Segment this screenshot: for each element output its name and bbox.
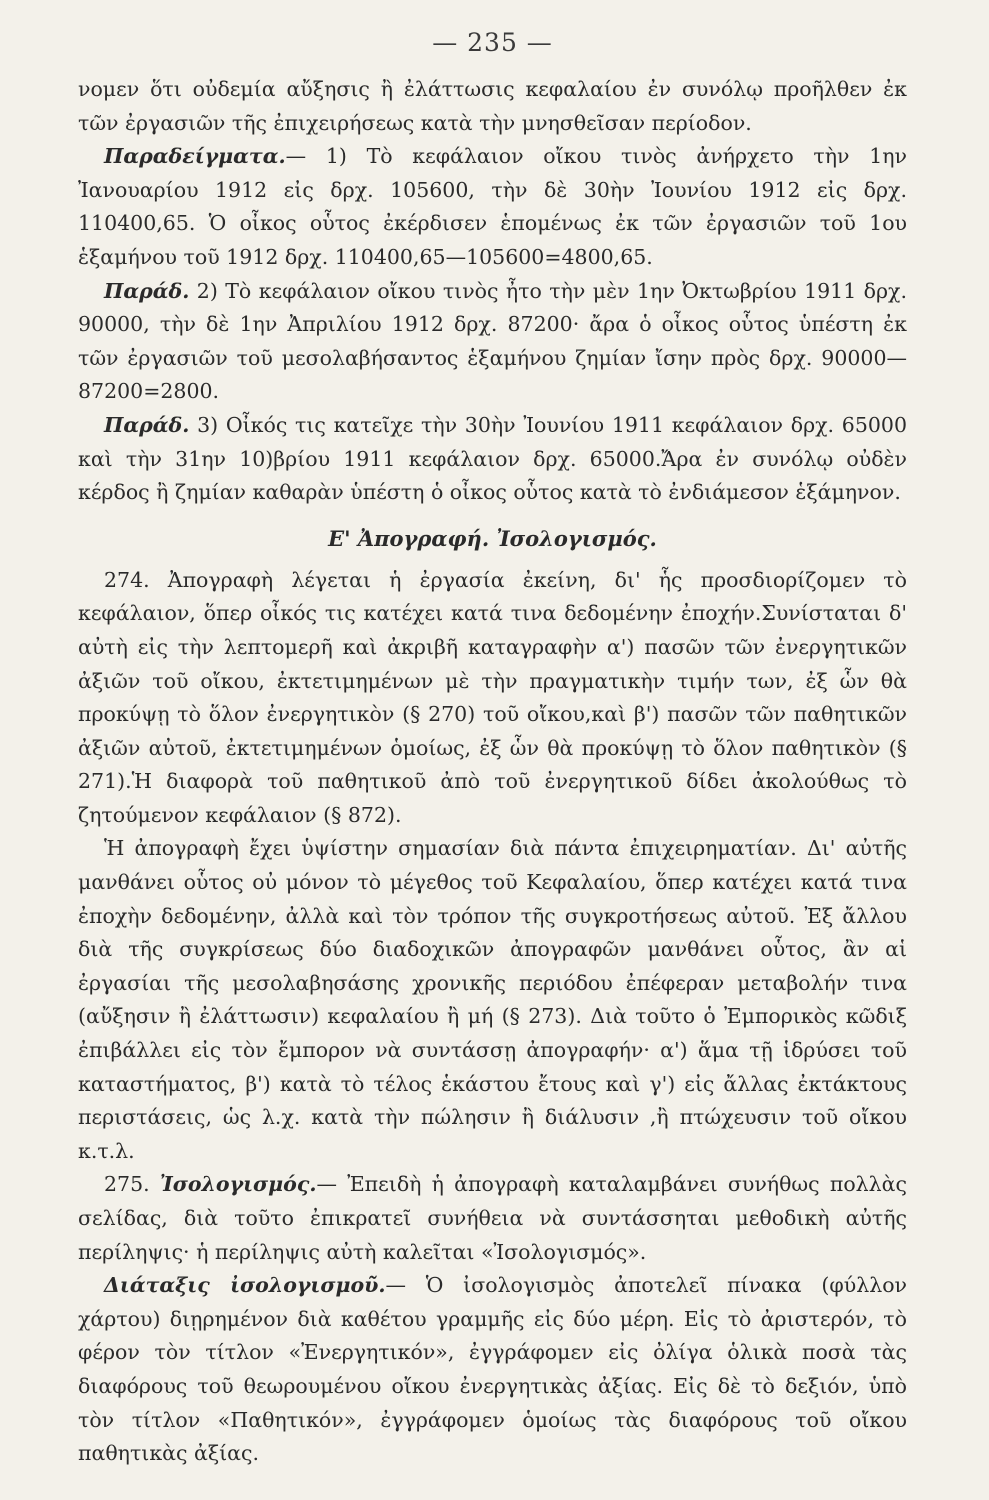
example-3-text: 3) Οἶκός τις κατεῖχε τὴν 30ὴν Ἰουνίου 1911 κεφάλαιον δρχ. 65000 καὶ τὴν 31ην 10)βρίου 1911 κεφάλαιον δρχ. 65000.Ἄρα ἐν συνόλῳ οὐδὲν κέρδος ἢ ζημίαν καθαρὰν ὑπέστη ὁ οἶκος οὗτος κατὰ τὸ ἐνδιάμεσον ἑξάμηνον. — [78, 412, 907, 505]
paragraph-intro: νομεν ὅτι οὐδεμία αὔξησις ἢ ἐλάττωσις κεφαλαίου ἐν συνόλῳ προῆλθεν ἐκ τῶν ἐργασιῶν τῆς ἐπιχειρήσεως κατὰ τὴν μνησθεῖσαν περίοδον. — [78, 77, 907, 135]
example-2-text: 2) Τὸ κεφάλαιον οἴκου τινὸς ἦτο τὴν μὲν 1ην Ὀκτωβρίου 1911 δρχ. 90000, τὴν δὲ 1ην Ἀπριλίου 1912 δρχ. 87200· ἄρα ὁ οἶκος οὗτος ὑπέστη ἐκ τῶν ἐργασιῶν τοῦ μεσολαβήσαντος ἑξαμήνου ζημίαν ἴσην πρὸς δρχ. 90000—87200=2800. — [78, 278, 907, 404]
example-1-label: Παραδείγματα. — [104, 144, 286, 169]
body-text — [78, 73, 907, 1471]
page-number: — 235 — — [432, 28, 553, 57]
paragraph-example-1 — [78, 140, 907, 274]
example-2-label: Παράδ. — [104, 278, 190, 303]
balance-layout-text: — Ὁ ἰσολογισμὸς ἀποτελεῖ πίνακα (φύλλον χάρτου) διῃρημένον διὰ καθέτου γραμμῆς εἰς δύο μέρη. Εἰς τὸ ἀριστερόν, τὸ φέρον τὸν τίτλον «Ἐνεργητικόν», ἐγγράφομεν εἰς ὀλίγα ὁλικὰ ποσὰ τὰς διαφόρους τοῦ θεωρουμένου οἴκου ἐνεργητικὰς ἀξίας. Εἰς δὲ τὸ δεξιόν, ὑπὸ τὸν τίτλον «Παθητικόν», ἐγγράφομεν ὁμοίως τὰς διαφόρους τοῦ οἴκου παθητικὰς ἀξίας. — [78, 1273, 907, 1466]
paragraph-example-3 — [78, 409, 907, 510]
example-1-text: — 1) Τὸ κεφάλαιον οἴκου τινὸς ἀνήρχετο τὴν 1ην Ἰανουαρίου 1912 εἰς δρχ. 105600, τὴν δὲ 30ὴν Ἰουνίου 1912 εἰς δρχ. 110400,65. Ὁ οἶκος οὗτος ἐκέρδισεν ἑπομένως ἐκ τῶν ἐργασιῶν τοῦ 1ου ἑξαμήνου τοῦ 1912 δρχ. 110400,65—105600=4800,65. — [78, 144, 907, 269]
section-275-number: 275. — [104, 1172, 160, 1197]
paragraph-274: 274. Ἀπογραφὴ λέγεται ἡ ἐργασία ἐκείνη, δι' ἧς προσδιορίζομεν τὸ κεφάλαιον, ὅπερ οἶκός τις κατέχει κατά τινα δεδομένην ἐποχήν.Συνίσταται δ' αὐτὴ εἰς τὴν λεπτομερῆ καὶ ἀκριβῆ καταγραφὴν α') πασῶν τῶν ἐνεργητικῶν ἀξιῶν τοῦ οἴκου, ἐκτετιμημένων μὲ τὴν πραγματικὴν τιμήν των, ἐξ ὧν θὰ προκύψῃ τὸ ὅλον ἐνεργητικὸν (§ 270) τοῦ οἴκου,καὶ β') πασῶν τῶν παθητικῶν ἀξιῶν αὐτοῦ, ἐκτετιμημένων ὁμοίως, ἐξ ὧν θὰ προκύψῃ τὸ ὅλον παθητικὸν (§ 271).Ἡ διαφορὰ τοῦ παθητικοῦ ἀπὸ τοῦ ἐνεργητικοῦ δίδει ἀκολούθως τὸ ζητούμενον κεφάλαιον (§ 872). — [78, 567, 907, 827]
example-3-label: Παράδ. — [104, 412, 190, 437]
balance-layout-label: Διάταξις ἰσολογισμοῦ. — [104, 1273, 386, 1298]
paragraph-example-2 — [78, 275, 907, 409]
paragraph-275 — [78, 1168, 907, 1269]
paragraph-importance: Ἡ ἀπογραφὴ ἔχει ὑψίστην σημασίαν διὰ πάντα ἐπιχειρηματίαν. Δι' αὐτῆς μανθάνει οὗτος οὐ μόνον τὸ μέγεθος τοῦ Κεφαλαίου, ὅπερ κατέχει κατά τινα ἐποχὴν δεδομένην, ἀλλὰ καὶ τὸν τρόπον τῆς συγκροτήσεως αὐτοῦ. Ἐξ ἄλλου διὰ τῆς συγκρίσεως δύο διαδοχικῶν ἀπογραφῶν μανθάνει οὗτος, ἂν αἱ ἐργασίαι τῆς μεσολαβησάσης χρονικῆς περιόδου ἐπέφεραν μεταβολήν τινα (αὔξησιν ἢ ἐλάττωσιν) κεφαλαίου ἢ μή (§ 273). Διὰ τοῦτο ὁ Ἐμπορικὸς κῶδιξ ἐπιβάλλει εἰς τὸν ἔμπορον νὰ συντάσσῃ ἀπογραφήν· α') ἅμα τῇ ἱδρύσει τοῦ καταστήματος, β') κατὰ τὸ τέλος ἑκάστου ἔτους καὶ γ') εἰς ἄλλας ἐκτάκτους περιστάσεις, ὡς λ.χ. κατὰ τὴν πώλησιν ἢ διάλυσιν ,ἢ πτώχευσιν τοῦ οἴκου κ.τ.λ. — [78, 836, 907, 1163]
section-275-text: — Ἐπειδὴ ἡ ἀπογραφὴ καταλαμβάνει συνήθως πολλὰς σελίδας, διὰ τοῦτο ἐπικρατεῖ συνήθεια νὰ συντάσσηται μεθοδικὴ αὐτῆς περίληψις· ἡ περίληψις αὐτὴ καλεῖται «Ἰσολογισμός». — [78, 1172, 907, 1264]
section-heading: Ε' Ἀπογραφή. Ἰσολογισμός. — [328, 525, 657, 551]
section-275-label: Ἰσολογισμός. — [159, 1172, 317, 1197]
paragraph-balance-layout — [78, 1269, 907, 1471]
